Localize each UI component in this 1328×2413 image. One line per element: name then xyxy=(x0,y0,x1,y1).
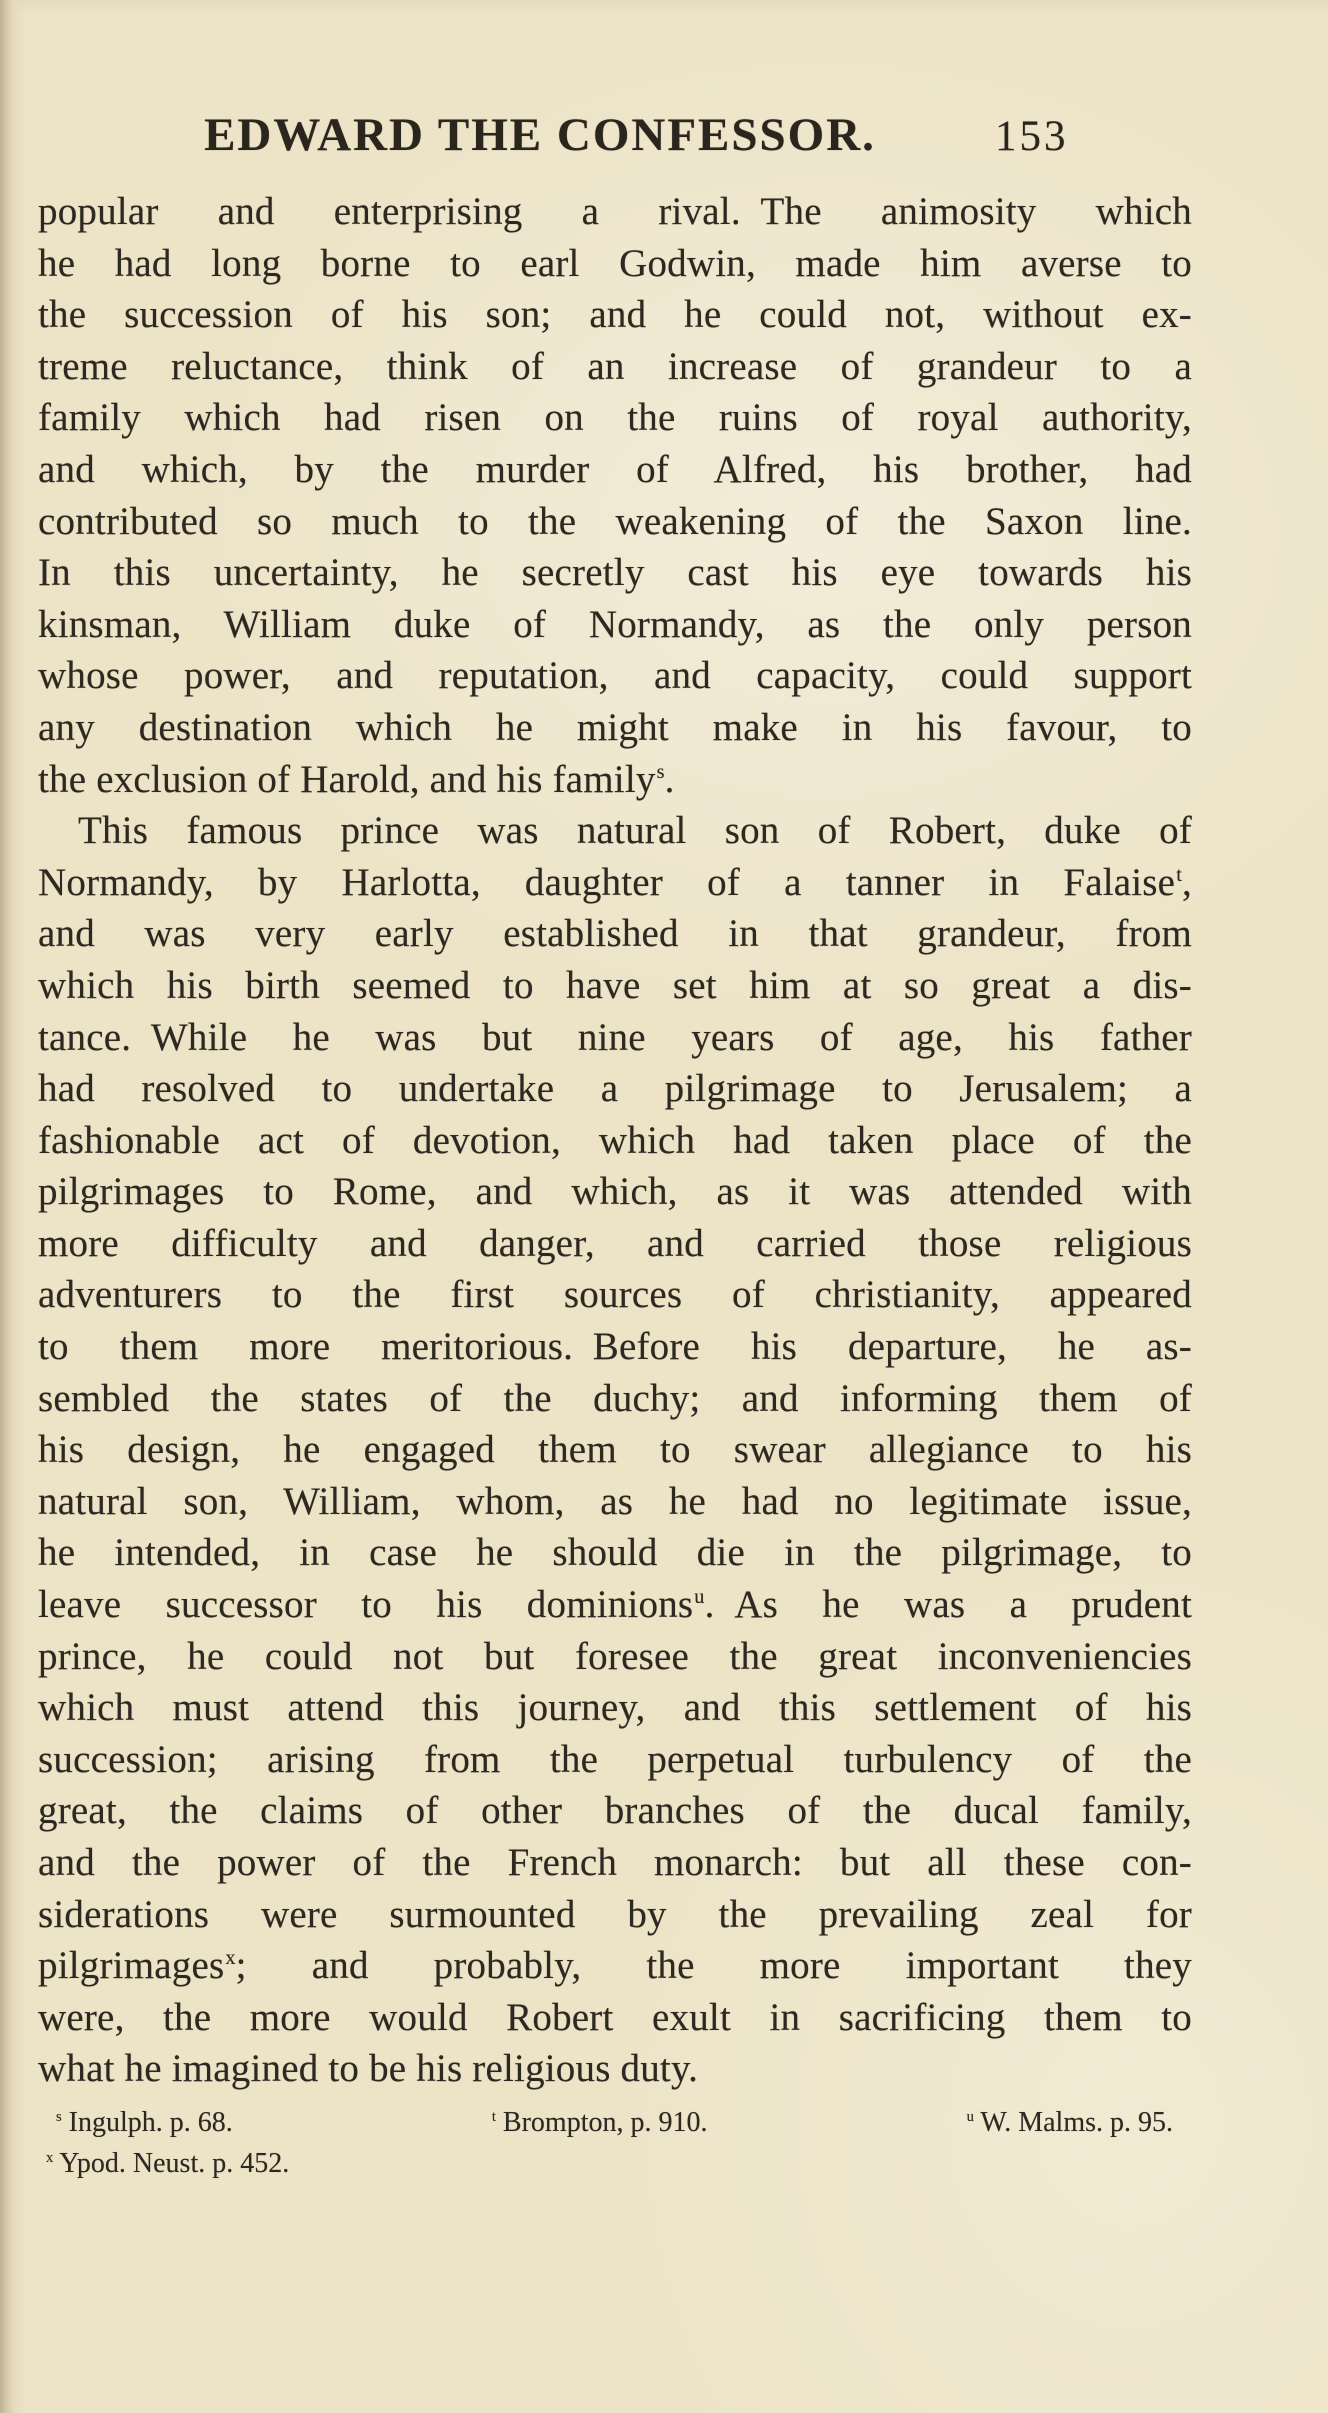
text-line: the exclusion of Harold, and his family$^s$. xyxy=(38,757,675,801)
page-body xyxy=(38,186,1192,2095)
page-number: 153 xyxy=(995,113,1069,160)
text-line: In this uncertainty, he secretly cast his eye towards his xyxy=(38,551,1192,595)
text-line: This famous prince was natural son of Robert, duke of xyxy=(78,809,1192,853)
text-line: to them more meritorious. Before his departure, he as- xyxy=(38,1325,1192,1369)
footnotes xyxy=(46,2102,1173,2184)
text-line: family which had risen on the ruins of royal authority, xyxy=(38,396,1192,440)
text-line: pilgrimages$^x$; and probably, the more important they xyxy=(38,1944,1192,1988)
footnote-marker: t xyxy=(491,2108,496,2125)
text-line: prince, he could not but foresee the great inconveniencies xyxy=(38,1634,1192,1678)
text-line: what he imagined to be his religious duty. xyxy=(38,2047,699,2091)
text-line: which must attend this journey, and this settlement of his xyxy=(38,1686,1192,1730)
text-line: treme reluctance, think of an increase of grandeur to a xyxy=(38,344,1192,388)
text-line: Normandy, by Harlotta, daughter of a tanner in Falaise$^t$, xyxy=(38,860,1192,904)
text-line: he had long borne to earl Godwin, made him averse to xyxy=(38,241,1192,285)
footnote-marker: u xyxy=(694,1586,705,1609)
text-line: tance. While he was but nine years of age, his father xyxy=(38,1015,1192,1059)
text-line: fashionable act of devotion, which had taken place of the xyxy=(38,1118,1192,1162)
footnote: $^x$ Ypod. Neust. p. 452. xyxy=(46,2148,290,2179)
footnote-row xyxy=(45,2143,1173,2184)
text-line: and the power of the French monarch: but all these con- xyxy=(38,1841,1192,1884)
footnote-marker: x xyxy=(225,1947,236,1970)
footnote-marker: t xyxy=(1176,863,1183,886)
footnote: $^s$ Ingulph. p. 68. xyxy=(56,2107,233,2138)
text-line: pilgrimages to Rome, and which, as it was attended with xyxy=(38,1170,1192,1214)
text-line: siderations were surmounted by the prevailing zeal for xyxy=(38,1892,1192,1936)
running-header xyxy=(0,108,1328,172)
text-line: and was very early established in that grandeur, from xyxy=(38,912,1192,956)
text-line: contributed so much to the weakening of the Saxon line. xyxy=(38,499,1192,543)
footnote: $^u$ W. Malms. p. 95. xyxy=(966,2107,1173,2138)
text-line: whose power, and reputation, and capacity, could support xyxy=(38,654,1192,698)
text-line: were, the more would Robert exult in sacrificing them to xyxy=(38,1995,1192,2039)
page-title: EDWARD THE CONFESSOR. xyxy=(204,109,876,161)
footnote-row xyxy=(55,2102,1173,2143)
text-line: natural son, William, whom, as he had no legitimate issue, xyxy=(38,1479,1192,1523)
text-line: sembled the states of the duchy; and informing them of xyxy=(38,1376,1192,1420)
text-line: he intended, in case he should die in the pilgrimage, to xyxy=(38,1531,1192,1575)
footnote-marker: u xyxy=(966,2108,974,2125)
text-line: great, the claims of other branches of the ducal family, xyxy=(38,1789,1192,1833)
text-line: kinsman, William duke of Normandy, as the only person xyxy=(38,602,1192,646)
text-line: and which, by the murder of Alfred, his brother, had xyxy=(38,447,1192,491)
text-line: adventurers to the first sources of christianity, appeared xyxy=(38,1273,1192,1317)
text-line: had resolved to undertake a pilgrimage to Jerusalem; a xyxy=(38,1067,1192,1111)
footnote-marker: x xyxy=(46,2149,54,2166)
text-line: succession; arising from the perpetual turbulency of the xyxy=(38,1737,1192,1781)
text-line: the succession of his son; and he could not, without ex- xyxy=(38,293,1192,337)
text-line: popular and enterprising a rival. The animosity which xyxy=(38,190,1192,233)
footnote: $^t$ Brompton, p. 910. xyxy=(491,2107,708,2138)
text-line: any destination which he might make in his favour, to xyxy=(38,705,1192,749)
text-line: more difficulty and danger, and carried those religious xyxy=(38,1221,1192,1265)
footnote-marker: s xyxy=(656,760,665,783)
text-line: his design, he engaged them to swear allegiance to his xyxy=(38,1428,1192,1472)
text-line: leave successor to his dominions$^u$. As he was a prudent xyxy=(38,1583,1192,1627)
text-line: which his birth seemed to have set him at so great a dis- xyxy=(38,963,1192,1007)
footnote-marker: s xyxy=(56,2108,62,2125)
